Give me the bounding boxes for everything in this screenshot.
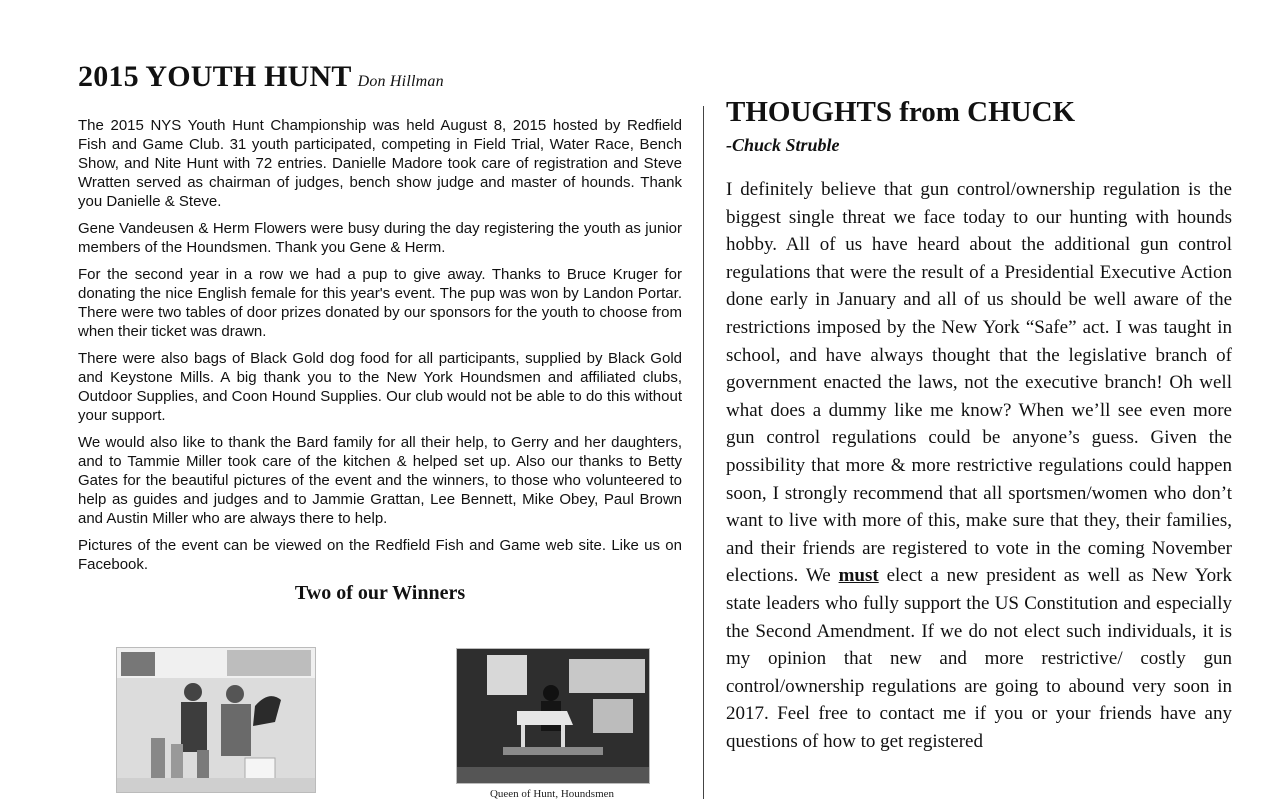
article-paragraph: The 2015 NYS Youth Hunt Championship was held August 8, 2015 hosted by Redfield Fish and Game Club. 31 youth participated, competing in Field Trial, Water Race, Bench Show, and Nite Hunt with 72 entries. Danielle Madore took care of registration and Steve Wratten served as chairman of judges, bench show judge and master of hounds. Thank you Danielle & Steve.	[78, 117, 682, 210]
article-paragraph: Pictures of the event can be viewed on the Redfield Fish and Game web site. Like us on Facebook.	[78, 537, 682, 573]
youth-hunt-article	[78, 60, 682, 605]
article-paragraph: For the second year in a row we had a pup to give away. Thanks to Bruce Kruger for donating the nice English female for this year's event. The pup was won by Landon Portar. There were two tables of door prizes donated by our sponsors for the youth to choose from when their ticket was drawn.	[78, 266, 682, 340]
emphasis-must: must	[838, 565, 879, 587]
column-divider	[703, 106, 704, 799]
column-byline: -Chuck Struble	[726, 135, 840, 155]
article-paragraph: There were also bags of Black Gold dog food for all participants, supplied by Black Gold and Keystone Mills. A big thank you to the New York Houndsmen and affiliated clubs, Outdoor Supplies, and Coon Hound Supplies. Our club would not be able to do this without your support.	[78, 350, 682, 424]
winner-photo-1-image	[117, 648, 315, 792]
column-body-part-2: elect a new president as well as New York state leaders who fully support the US Constitution and especially the Second Amendment. If we do not elect such individuals, it is my opinion that new and more restrictive/ costly gun control/ownership regulations are going to abound very soon in 2017. Feel free to contact me if you or your friends have any questions of how to get registered	[726, 565, 1233, 752]
article-byline: Don Hillman	[357, 73, 444, 90]
article-paragraph: We would also like to thank the Bard family for all their help, to Gerry and her daughters, and to Tammie Miller took care of the kitchen & helped set up. Also our thanks to Betty Gates for the beautiful pictures of the event and the winners, to those who volunteered to help as guides and judges and to Jammie Grattan, Lee Bennett, Mike Obey, Paul Brown and Austin Miller who are always there to help.	[78, 434, 682, 527]
thoughts-column	[726, 96, 1232, 774]
article-body	[78, 116, 682, 574]
winner-photo-2-image	[457, 649, 649, 783]
column-title: THOUGHTS from CHUCK	[726, 96, 1076, 128]
article-title-text: 2015 YOUTH HUNT	[78, 60, 352, 93]
photo-2-caption: Queen of Hunt, Houndsmen	[489, 788, 615, 800]
column-body	[726, 176, 1232, 755]
winners-heading: Two of our Winners	[294, 582, 466, 604]
column-body-part-1: I definitely believe that gun control/ownership regulation is the biggest single threat we face today to our hunting with hounds hobby. All of us have heard about the additional gun control regulations that were the result of a Presidential Executive Action done early in January and all of us should be well aware of the restrictions imposed by the New York “Safe” act. I was taught in school, and have always thought that the legislative branch of government enacted the laws, not the executive branch! Oh well what does a dummy like me know? When we’ll see even more gun control regulations could be anyone’s guess. Given the possibility that more & more restrictive regulations could happen soon, I strongly recommend that all sportsmen/women who don’t want to live with more of this, make sure that they, their families, and their friends are registered to vote in the coming November elections. We	[726, 179, 1232, 587]
winner-photo-1	[116, 647, 316, 793]
winner-photo-2	[456, 648, 650, 784]
article-title	[78, 60, 682, 94]
article-paragraph: Gene Vandeusen & Herm Flowers were busy during the day registering the youth as junior members of the Houndsmen. Thank you Gene & Herm.	[78, 220, 682, 256]
